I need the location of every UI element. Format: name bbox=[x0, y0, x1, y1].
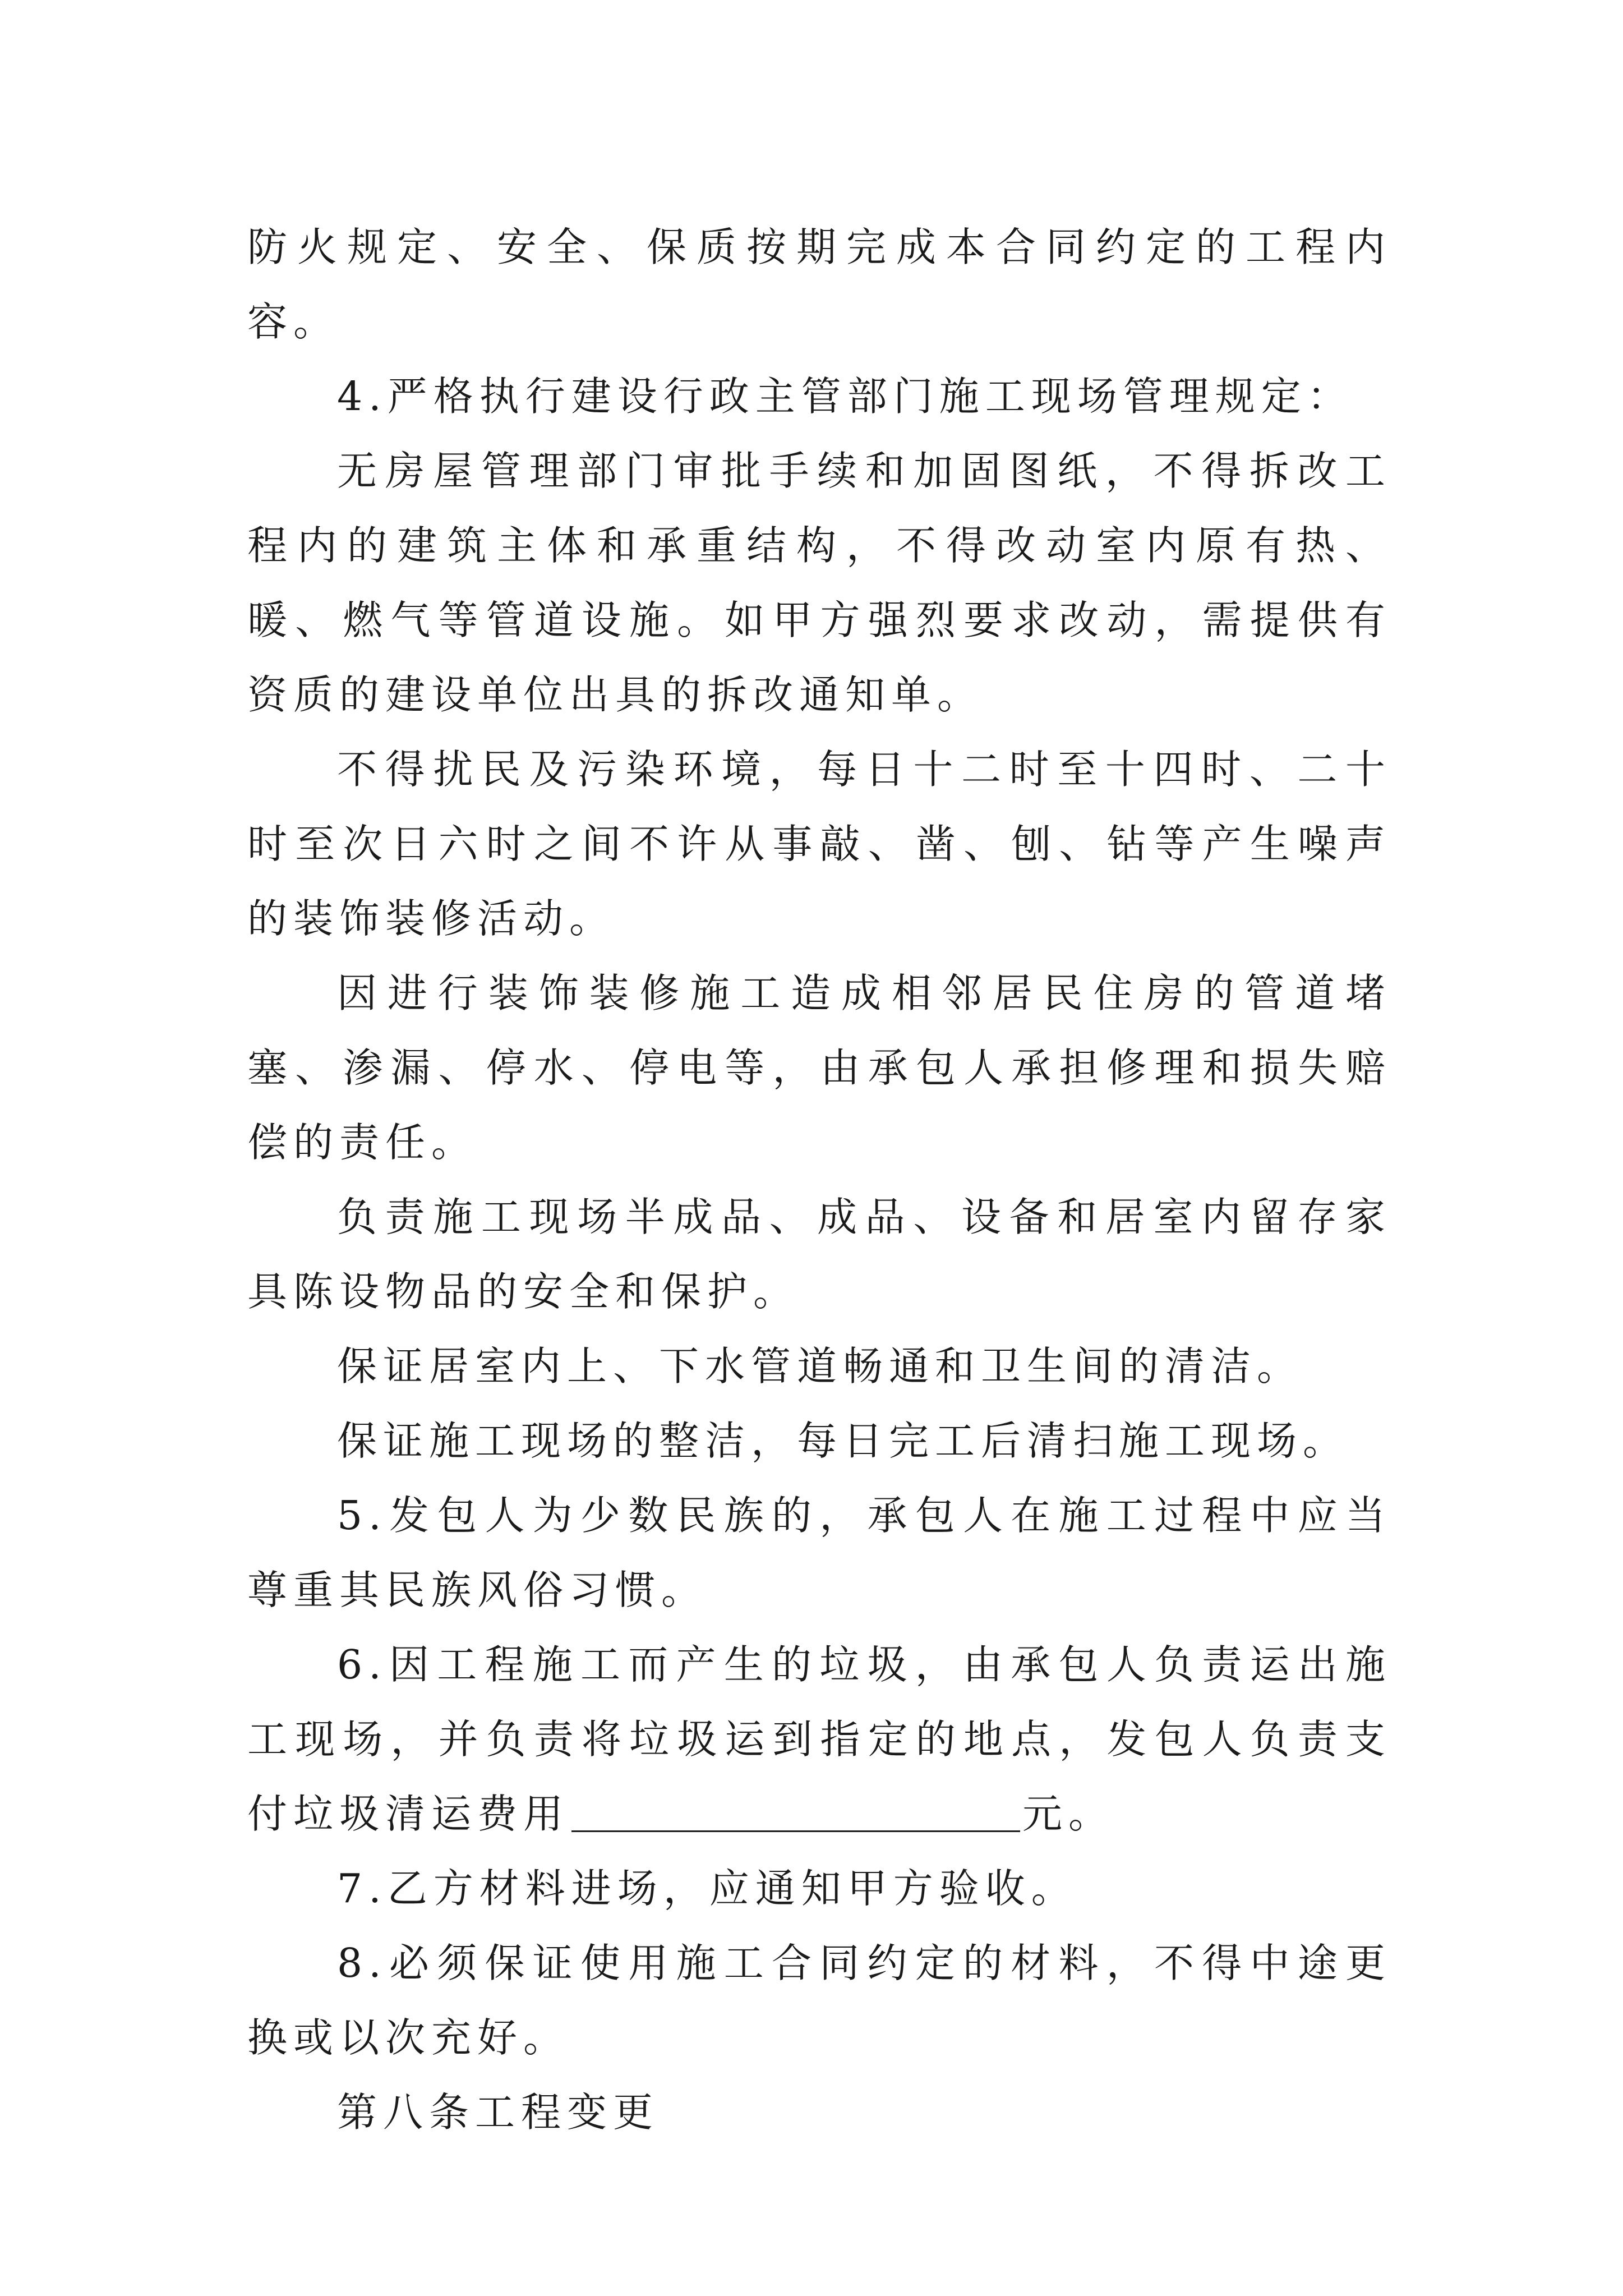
paragraph-noise-rule: 不得扰民及污染环境，每日十二时至十四时、二十时至次日六时之间不许从事敲、凿、刨、钻等产生噪声的装饰装修活动。 bbox=[247, 746, 1391, 942]
paragraph-item-5: 5.发包人为少数民族的，承包人在施工过程中应当尊重其民族风俗习惯。 bbox=[247, 1492, 1391, 1613]
paragraph-item-7: 7.乙方材料进场，应通知甲方验收。 bbox=[337, 1865, 1077, 1912]
paragraph-item-4-heading: 4.严格执行建设行政主管部门施工现场管理规定： bbox=[337, 373, 1353, 420]
paragraph-item-6 bbox=[247, 1627, 1391, 1851]
document-body bbox=[247, 210, 1391, 2150]
paragraph-structure-rule: 无房屋管理部门审批手续和加固图纸，不得拆改工程内的建筑主体和承重结构，不得改动室内原有热、暖、燃气等管道设施。如甲方强烈要求改动，需提供有资质的建设单位出具的拆改通知单。 bbox=[247, 448, 1391, 718]
section-heading-article-8: 第八条工程变更 bbox=[337, 2089, 660, 2136]
paragraph-fire-safety: 防火规定、安全、保质按期完成本合同约定的工程内容。 bbox=[247, 224, 1391, 345]
item-6-text-before: 6.因工程施工而产生的垃圾，由承包人负责运出施工现场，并负责将垃圾运到指定的地点，发包人负责支付垃圾清运费用 bbox=[247, 1641, 1391, 1837]
paragraph-item-8: 8.必须保证使用施工合同约定的材料，不得中途更换或以次充好。 bbox=[247, 1940, 1391, 2061]
item-6-text-after: 元。 bbox=[1022, 1791, 1115, 1837]
paragraph-site-clean: 保证施工现场的整洁，每日完工后清扫施工现场。 bbox=[337, 1418, 1349, 1464]
paragraph-property-protection: 负责施工现场半成品、成品、设备和居室内留存家具陈设物品的安全和保护。 bbox=[247, 1194, 1391, 1315]
paragraph-damage-liability: 因进行装饰装修施工造成相邻居民住房的管道堵塞、渗漏、停水、停电等，由承包人承担修理和损失赔偿的责任。 bbox=[247, 970, 1391, 1166]
fee-amount-blank[interactable] bbox=[571, 1791, 1020, 1832]
paragraph-plumbing-clean: 保证居室内上、下水管道畅通和卫生间的清洁。 bbox=[337, 1343, 1303, 1389]
